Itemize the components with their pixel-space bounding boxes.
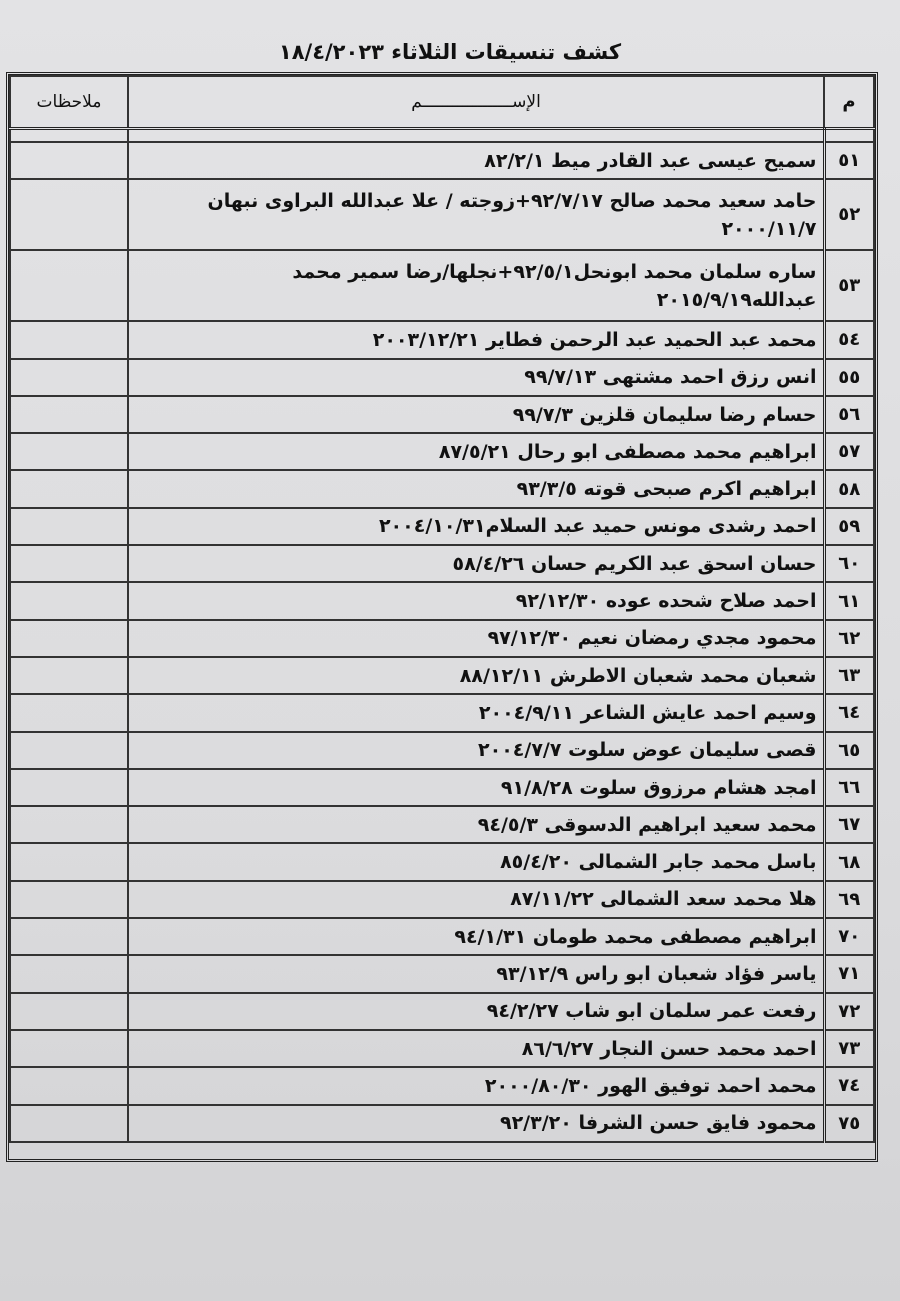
- row-number: ٧٠: [824, 918, 874, 955]
- row-name: محمود مجدي رمضان نعيم ٩٧/١٢/٣٠: [128, 620, 824, 657]
- row-number: ٦٠: [824, 545, 874, 582]
- row-number: ٥٩: [824, 508, 874, 545]
- row-number: ٧٣: [824, 1030, 874, 1067]
- row-name: حسام رضا سليمان قلزين ٩٩/٧/٣: [128, 396, 824, 433]
- table-row: [10, 470, 874, 507]
- row-name: وسيم احمد عايش الشاعر ٢٠٠٤/٩/١١: [128, 694, 824, 731]
- row-name: رفعت عمر سلمان ابو شاب ٩٤/٢/٢٧: [128, 993, 824, 1030]
- row-number: ٦٣: [824, 657, 874, 694]
- row-name: قصى سليمان عوض سلوت ٢٠٠٤/٧/٧: [128, 732, 824, 769]
- row-number: ٥٨: [824, 470, 874, 507]
- row-notes: [10, 321, 128, 358]
- row-number: ٧١: [824, 955, 874, 992]
- row-name: حسان اسحق عبد الكريم حسان ٥٨/٤/٢٦: [128, 545, 824, 582]
- row-number: ٦٧: [824, 806, 874, 843]
- header-number: م: [824, 76, 874, 128]
- header-separator: [10, 128, 874, 142]
- row-name: حامد سعيد محمد صالح ٩٢/٧/١٧+زوجته / علا عبدالله البراوى نبهان ٢٠٠٠/١١/٧: [128, 179, 824, 250]
- row-notes: [10, 620, 128, 657]
- row-name: امجد هشام مرزوق سلوت ٩١/٨/٢٨: [128, 769, 824, 806]
- table-row: [10, 508, 874, 545]
- table-row: [10, 179, 874, 250]
- row-name: ياسر فؤاد شعبان ابو راس ٩٣/١٢/٩: [128, 955, 824, 992]
- table-row: [10, 620, 874, 657]
- row-name: محمد سعيد ابراهيم الدسوقى ٩٤/٥/٣: [128, 806, 824, 843]
- roster-table: [9, 75, 875, 1143]
- table-row: [10, 1105, 874, 1142]
- table-row: [10, 955, 874, 992]
- table-row: [10, 142, 874, 179]
- table-row: [10, 545, 874, 582]
- table-row: [10, 359, 874, 396]
- row-name: محمد احمد توفيق الهور ٢٠٠٠/٨٠/٣٠: [128, 1067, 824, 1104]
- row-number: ٦١: [824, 582, 874, 619]
- table-row: [10, 881, 874, 918]
- row-notes: [10, 955, 128, 992]
- row-notes: [10, 545, 128, 582]
- row-number: ٦٥: [824, 732, 874, 769]
- row-name: ابراهيم اكرم صبحى قوته ٩٣/٣/٥: [128, 470, 824, 507]
- row-notes: [10, 881, 128, 918]
- table-row: [10, 843, 874, 880]
- row-notes: [10, 694, 128, 731]
- row-number: ٦٨: [824, 843, 874, 880]
- row-notes: [10, 657, 128, 694]
- table-row: [10, 732, 874, 769]
- row-number: ٥٤: [824, 321, 874, 358]
- row-notes: [10, 1030, 128, 1067]
- row-number: ٧٤: [824, 1067, 874, 1104]
- row-number: ٥٧: [824, 433, 874, 470]
- table-row: [10, 694, 874, 731]
- row-name: شعبان محمد شعبان الاطرش ٨٨/١٢/١١: [128, 657, 824, 694]
- row-number: ٦٦: [824, 769, 874, 806]
- row-notes: [10, 769, 128, 806]
- row-name: احمد صلاح شحده عوده ٩٢/١٢/٣٠: [128, 582, 824, 619]
- row-name: سميح عيسى عبد القادر ميط ٨٢/٢/١: [128, 142, 824, 179]
- row-notes: [10, 433, 128, 470]
- row-notes: [10, 843, 128, 880]
- table-row: [10, 657, 874, 694]
- table-row: [10, 806, 874, 843]
- row-notes: [10, 993, 128, 1030]
- row-number: ٧٥: [824, 1105, 874, 1142]
- header-name: الإســــــــــــــــــم: [128, 76, 824, 128]
- row-notes: [10, 806, 128, 843]
- row-name: محمود فايق حسن الشرفا ٩٢/٣/٢٠: [128, 1105, 824, 1142]
- row-name: احمد محمد حسن النجار ٨٦/٦/٢٧: [128, 1030, 824, 1067]
- table-row: [10, 250, 874, 321]
- row-notes: [10, 732, 128, 769]
- row-notes: [10, 396, 128, 433]
- row-number: ٦٩: [824, 881, 874, 918]
- row-notes: [10, 142, 128, 179]
- roster-table-frame: [6, 72, 878, 1162]
- row-name: انس رزق احمد مشتهى ٩٩/٧/١٣: [128, 359, 824, 396]
- header-notes: ملاحظات: [10, 76, 128, 128]
- row-number: ٦٢: [824, 620, 874, 657]
- row-number: ٦٤: [824, 694, 874, 731]
- table-row: [10, 1030, 874, 1067]
- row-name: ابراهيم محمد مصطفى ابو رحال ٨٧/٥/٢١: [128, 433, 824, 470]
- row-number: ٧٢: [824, 993, 874, 1030]
- page-title: كشف تنسيقات الثلاثاء ١٨/٤/٢٠٢٣: [278, 40, 622, 64]
- table-body: [10, 142, 874, 1142]
- row-name: احمد رشدى مونس حميد عبد السلام٢٠٠٤/١٠/٣١: [128, 508, 824, 545]
- row-notes: [10, 918, 128, 955]
- row-number: ٥٣: [824, 250, 874, 321]
- row-notes: [10, 359, 128, 396]
- row-number: ٥٦: [824, 396, 874, 433]
- table-row: [10, 582, 874, 619]
- table-header-row: [10, 76, 874, 128]
- row-name: باسل محمد جابر الشمالى ٨٥/٤/٢٠: [128, 843, 824, 880]
- table-row: [10, 769, 874, 806]
- row-number: ٥١: [824, 142, 874, 179]
- table-row: [10, 433, 874, 470]
- table-row: [10, 396, 874, 433]
- row-notes: [10, 508, 128, 545]
- row-name: محمد عبد الحميد عبد الرحمن فطاير ٢٠٠٣/١٢/٢١: [128, 321, 824, 358]
- row-notes: [10, 470, 128, 507]
- row-name: ابراهيم مصطفى محمد طومان ٩٤/١/٣١: [128, 918, 824, 955]
- row-notes: [10, 1067, 128, 1104]
- row-notes: [10, 582, 128, 619]
- row-notes: [10, 250, 128, 321]
- row-notes: [10, 179, 128, 250]
- row-name: هلا محمد سعد الشمالى ٨٧/١١/٢٢: [128, 881, 824, 918]
- row-number: ٥٥: [824, 359, 874, 396]
- table-row: [10, 321, 874, 358]
- row-name: ساره سلمان محمد ابونحل٩٢/٥/١+نجلها/رضا سمير محمد عبدالله٢٠١٥/٩/١٩: [128, 250, 824, 321]
- row-notes: [10, 1105, 128, 1142]
- table-row: [10, 1067, 874, 1104]
- table-row: [10, 918, 874, 955]
- table-row: [10, 993, 874, 1030]
- row-number: ٥٢: [824, 179, 874, 250]
